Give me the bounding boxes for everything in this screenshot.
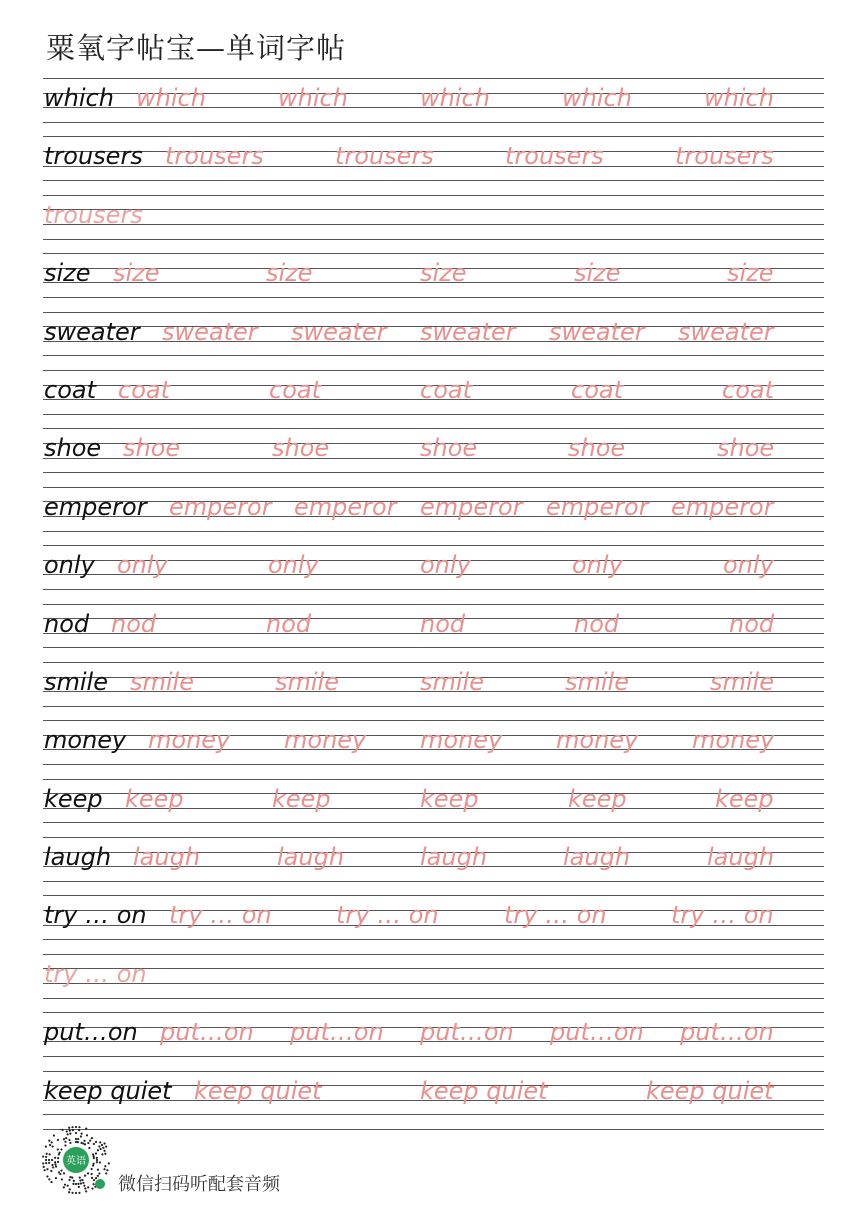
trace-word: which (136, 84, 206, 112)
ruling-line (43, 1012, 824, 1013)
ruling-line (43, 881, 824, 882)
model-word: which (44, 84, 114, 112)
ruling-line (43, 545, 824, 546)
trace-word: nod (111, 609, 157, 638)
trace-word: keep quiet (646, 1076, 774, 1105)
trace-word: trousers (335, 142, 434, 171)
trace-word: try … on (504, 901, 607, 930)
model-word: keep quiet (44, 1076, 172, 1105)
trace-word: put…on (420, 1018, 514, 1047)
trace-word: put…on (680, 1018, 774, 1047)
page-title: 粟氧字帖宝—单词字帖 (46, 31, 347, 65)
trace-word: which (704, 84, 774, 112)
trace-word: money (284, 726, 367, 755)
trace-word: smile (710, 667, 774, 696)
trace-word: nod (420, 609, 466, 638)
ruling-line (43, 78, 824, 79)
trace-word: nod (729, 609, 775, 638)
ruling-line (43, 706, 824, 707)
practice-row (43, 954, 824, 1012)
trace-word: nod (574, 609, 620, 638)
practice-row (43, 604, 824, 662)
ruling-line (43, 720, 824, 721)
trace-word: put…on (290, 1018, 384, 1047)
trace-word: sweater (420, 317, 516, 346)
qr-badge-text: 英语 (66, 1156, 86, 1167)
practice-row (43, 253, 824, 311)
ruling-line (43, 136, 824, 137)
ruling-line (43, 253, 824, 254)
trace-word: trousers (505, 142, 604, 171)
model-word: sweater (44, 317, 140, 346)
ruling-line (43, 779, 824, 780)
trace-word: keep (125, 784, 184, 813)
trace-word: laugh (420, 843, 488, 872)
trace-word: coat (722, 375, 774, 404)
ruling-line (43, 297, 824, 298)
ruling-line (43, 224, 824, 225)
model-word: laugh (44, 843, 112, 872)
ruling-line (43, 428, 824, 429)
ruling-line (43, 837, 824, 838)
trace-word: smile (565, 667, 629, 696)
ruling-line (43, 487, 824, 488)
practice-row (43, 545, 824, 603)
trace-word: sweater (162, 317, 258, 346)
trace-word: size (420, 259, 467, 288)
trace-word: shoe (420, 434, 478, 463)
ruling-line (43, 355, 824, 356)
trace-word: only (420, 551, 471, 580)
ruling-line (43, 895, 824, 896)
ruling-line (43, 647, 824, 648)
model-word: size (44, 259, 91, 288)
trace-word: which (562, 84, 632, 112)
trace-word: try … on (169, 901, 272, 930)
ruling-line (43, 312, 824, 313)
ruling-line (43, 472, 824, 473)
trace-word: money (420, 726, 503, 755)
practice-row (43, 312, 824, 370)
practice-row (43, 837, 824, 895)
trace-word: sweater (678, 317, 774, 346)
trace-word: only (572, 551, 623, 580)
ruling-line (43, 968, 824, 969)
model-word: put…on (44, 1018, 138, 1047)
trace-word: shoe (272, 434, 330, 463)
trace-word: keep (272, 784, 331, 813)
model-word: money (44, 726, 127, 755)
trace-word: keep quiet (194, 1076, 322, 1105)
ruling-line (43, 1056, 824, 1057)
trace-word: keep (568, 784, 627, 813)
ruling-line (43, 180, 824, 181)
ruling-line (43, 414, 824, 415)
trace-word: coat (571, 375, 623, 404)
ruling-line (43, 604, 824, 605)
trace-word: keep (715, 784, 774, 813)
ruling-line (43, 939, 824, 940)
ruling-line (43, 531, 824, 532)
ruling-line (43, 1114, 824, 1115)
ruling-line (43, 122, 824, 123)
trace-word: shoe (717, 434, 775, 463)
practice-row (43, 1071, 824, 1129)
trace-word: coat (269, 375, 321, 404)
ruling-line (43, 954, 824, 955)
trace-word: size (727, 259, 774, 288)
ruling-line (43, 764, 824, 765)
ruling-line (43, 209, 824, 210)
trace-word: trousers (44, 200, 143, 229)
trace-word: laugh (707, 843, 775, 872)
trace-word: keep quiet (420, 1076, 548, 1105)
trace-word: put…on (160, 1018, 254, 1047)
trace-word: money (148, 726, 231, 755)
trace-word: smile (275, 667, 339, 696)
footer-audio-hint: 微信扫码听配套音频 (118, 1174, 280, 1195)
ruling-line (43, 589, 824, 590)
trace-word: laugh (563, 843, 631, 872)
trace-word: trousers (675, 142, 774, 171)
practice-row (43, 895, 824, 953)
practice-row (43, 78, 824, 136)
trace-word: size (266, 259, 313, 288)
model-word: emperor (44, 492, 147, 521)
practice-row (43, 487, 824, 545)
trace-word: try … on (44, 959, 147, 988)
trace-word: which (278, 84, 348, 112)
trace-word: shoe (568, 434, 626, 463)
ruling-line (43, 662, 824, 663)
trace-word: emperor (546, 492, 649, 521)
trace-word: emperor (169, 492, 272, 521)
trace-word: laugh (133, 843, 201, 872)
practice-rows (43, 78, 824, 1130)
model-word: coat (44, 375, 96, 404)
ruling-line (43, 1071, 824, 1072)
trace-word: coat (118, 375, 170, 404)
model-word: smile (44, 667, 108, 696)
trace-word: shoe (123, 434, 181, 463)
footer (40, 1126, 440, 1198)
model-word: shoe (44, 434, 102, 463)
practice-row (43, 1012, 824, 1070)
trace-word: try … on (336, 901, 439, 930)
trace-word: coat (420, 375, 472, 404)
model-word: keep (44, 784, 103, 813)
trace-word: money (692, 726, 775, 755)
trace-word: money (556, 726, 639, 755)
trace-word: only (117, 551, 168, 580)
model-word: try … on (44, 901, 147, 930)
trace-word: sweater (291, 317, 387, 346)
trace-word: try … on (671, 901, 774, 930)
practice-row (43, 370, 824, 428)
trace-word: trousers (165, 142, 264, 171)
trace-word: smile (420, 667, 484, 696)
trace-word: nod (266, 609, 312, 638)
model-word: nod (44, 609, 90, 638)
trace-word: emperor (671, 492, 774, 521)
ruling-line (43, 998, 824, 999)
model-word: trousers (44, 142, 143, 171)
practice-row (43, 195, 824, 253)
model-word: only (44, 551, 95, 580)
ruling-line (43, 822, 824, 823)
ruling-line (43, 239, 824, 240)
ruling-line (43, 370, 824, 371)
ruling-line (43, 195, 824, 196)
trace-word: size (113, 259, 160, 288)
trace-word: sweater (549, 317, 645, 346)
practice-row (43, 428, 824, 486)
trace-word: keep (420, 784, 479, 813)
trace-word: emperor (294, 492, 397, 521)
practice-row (43, 779, 824, 837)
trace-word: emperor (420, 492, 523, 521)
trace-word: smile (130, 667, 194, 696)
trace-word: which (420, 84, 490, 112)
trace-word: only (723, 551, 774, 580)
practice-row (43, 720, 824, 778)
qr-code-icon[interactable] (40, 1126, 112, 1198)
trace-word: put…on (550, 1018, 644, 1047)
practice-row (43, 136, 824, 194)
trace-word: size (574, 259, 621, 288)
trace-word: only (268, 551, 319, 580)
trace-word: laugh (277, 843, 345, 872)
practice-row (43, 662, 824, 720)
ruling-line (43, 983, 824, 984)
